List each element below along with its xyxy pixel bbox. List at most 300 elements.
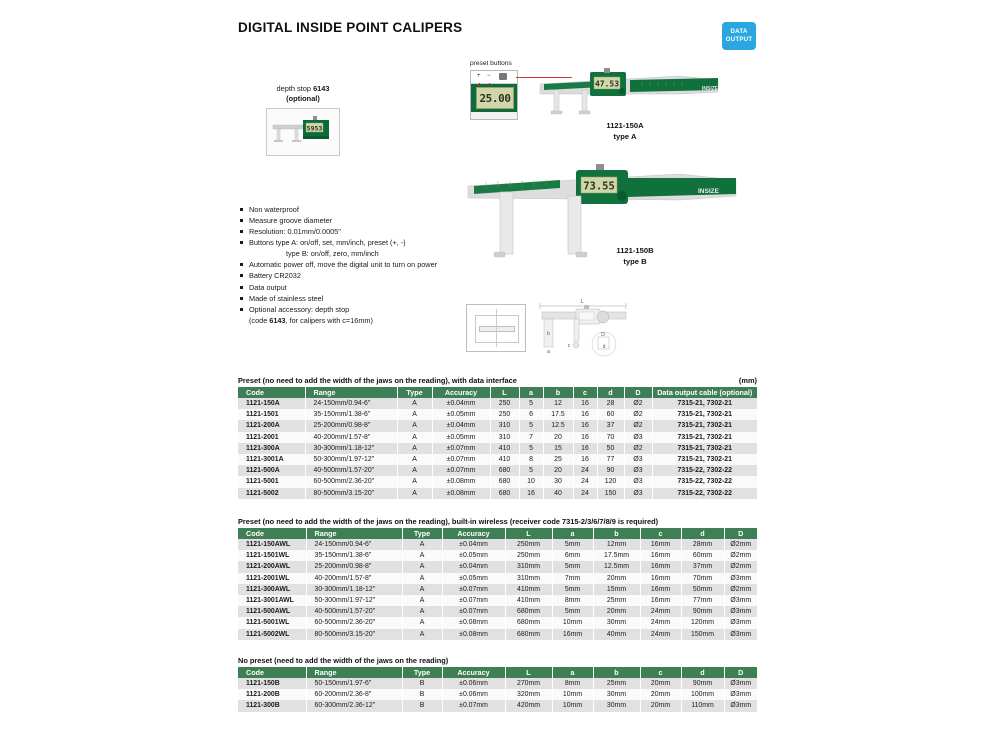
cell-value: 90 — [597, 465, 624, 476]
column-header: Range — [305, 387, 397, 398]
cell-range: 35-150mm/1.38-6" — [306, 550, 402, 561]
cell-value: 5 — [519, 465, 543, 476]
cell-value: 16mm — [640, 584, 681, 595]
cell-range: 60-200mm/2.36-8" — [306, 689, 402, 700]
cell-value: Ø2 — [624, 398, 652, 409]
cell-value: 5mm — [552, 561, 593, 572]
table-row — [238, 595, 757, 606]
preset-panel-footer — [471, 112, 517, 119]
cell-value: 680 — [490, 476, 519, 487]
cell-value: Ø2mm — [724, 539, 757, 550]
table-row — [238, 689, 757, 700]
preset-buttons-label: preset buttons — [470, 60, 512, 67]
cell-value: 8 — [519, 454, 543, 465]
column-header: D — [624, 387, 652, 398]
feature-item: Optional accessory: depth stop — [240, 304, 540, 315]
technical-dimension-drawing — [462, 294, 632, 368]
cell-value: 15mm — [593, 584, 640, 595]
table-row — [238, 550, 757, 561]
table-row — [238, 409, 757, 420]
cell-value: 28mm — [681, 539, 724, 550]
cell-value: 310mm — [505, 561, 552, 572]
cell-value: Ø3mm — [724, 700, 757, 711]
preset-bolt-icon — [499, 73, 507, 80]
cell-value: ±0.05mm — [442, 573, 505, 584]
cell-value: 25mm — [593, 678, 640, 689]
feature-item: Buttons type A: on/off, set, mm/inch, preset (+, -) — [240, 237, 540, 248]
cell-value: A — [397, 398, 432, 409]
cell-value: ±0.05mm — [432, 409, 490, 420]
cell-value: 24 — [573, 488, 597, 499]
cell-value: A — [397, 432, 432, 443]
cell-value: 12 — [543, 398, 573, 409]
cell-value: A — [402, 606, 442, 617]
cell-value: 10 — [519, 476, 543, 487]
column-header: a — [552, 528, 593, 539]
table-caption: Preset (no need to add the width of the jaws on the reading), built-in wireless (receiver code 7315-2/3/6/7/8/9 is required) — [238, 517, 659, 526]
cell-value: 250mm — [505, 539, 552, 550]
caliper-dimension-schematic — [538, 298, 632, 364]
cell-value: Ø3 — [624, 465, 652, 476]
column-header: Accuracy — [442, 667, 505, 678]
column-header: Type — [402, 528, 442, 539]
column-header: L — [505, 528, 552, 539]
cell-value: 8mm — [552, 595, 593, 606]
column-header: b — [543, 387, 573, 398]
figure-b-caption — [580, 245, 690, 267]
cell-value: Ø3 — [624, 432, 652, 443]
table-block-no-preset — [238, 656, 757, 712]
column-header: Code — [238, 387, 305, 398]
feature-item: Data output — [240, 282, 540, 293]
center-line — [496, 309, 497, 347]
column-header: Accuracy — [442, 528, 505, 539]
cell-value: A — [397, 465, 432, 476]
table-row — [238, 432, 757, 443]
cell-value: ±0.08mm — [432, 476, 490, 487]
feature-item: Resolution: 0.01mm/0.0005" — [240, 226, 540, 237]
cell-value: ±0.07mm — [442, 606, 505, 617]
cell-value: 16 — [519, 488, 543, 499]
svg-text:INSIZE: INSIZE — [702, 86, 719, 92]
cell-value: 37 — [597, 420, 624, 431]
depth-stop-caption — [240, 84, 366, 104]
cell-code: 1121-5002 — [238, 488, 305, 499]
cell-value: 16 — [573, 420, 597, 431]
cell-code: 1121-300AWL — [238, 584, 306, 595]
spec-table — [238, 387, 757, 499]
cell-range: 50-300mm/1.97-12" — [306, 595, 402, 606]
cell-range: 35-150mm/1.38-6" — [305, 409, 397, 420]
cell-value: ±0.08mm — [442, 629, 505, 640]
cell-range: 24-150mm/0.94-6" — [305, 398, 397, 409]
spec-table — [238, 528, 757, 640]
cell-value: 120 — [597, 476, 624, 487]
cell-value: A — [397, 488, 432, 499]
cell-value: ±0.05mm — [442, 550, 505, 561]
column-header: Code — [238, 667, 306, 678]
table-row — [238, 617, 757, 628]
cell-value: ±0.07mm — [432, 465, 490, 476]
cell-code: 1121-200A — [238, 420, 305, 431]
table-block-preset-wireless — [238, 517, 757, 640]
figure-a-caption — [570, 120, 680, 142]
svg-text:a: a — [547, 349, 550, 355]
cell-value: 30mm — [593, 689, 640, 700]
cell-code: 1121-2001 — [238, 432, 305, 443]
cell-value: A — [397, 409, 432, 420]
cell-code: 1121-500AWL — [238, 606, 306, 617]
cell-value: A — [402, 629, 442, 640]
cell-value: 24mm — [640, 617, 681, 628]
cell-value: ±0.08mm — [442, 617, 505, 628]
cell-value: Ø2mm — [724, 584, 757, 595]
table-caption: Preset (no need to add the width of the jaws on the reading), with data interface (mm) — [238, 376, 757, 385]
cell-value: ±0.04mm — [442, 539, 505, 550]
cell-value: 410mm — [505, 584, 552, 595]
cell-cable: 7315-22, 7302-22 — [652, 465, 757, 476]
cell-value: 30 — [543, 476, 573, 487]
cell-code: 1121-5001 — [238, 476, 305, 487]
feature-item: Non waterproof — [240, 204, 540, 215]
cell-value: 5mm — [552, 606, 593, 617]
svg-text:INSIZE: INSIZE — [698, 188, 719, 195]
cell-value: 410 — [490, 454, 519, 465]
cell-value: B — [402, 689, 442, 700]
cell-cable: 7315-22, 7302-22 — [652, 488, 757, 499]
cell-value: 250 — [490, 409, 519, 420]
cell-value: 7mm — [552, 573, 593, 584]
cell-value: 25mm — [593, 595, 640, 606]
figure-a-type-label: type A — [613, 132, 637, 141]
table-unit-label: (mm) — [738, 376, 757, 385]
cell-value: 24mm — [640, 629, 681, 640]
cell-value: ±0.06mm — [442, 689, 505, 700]
cell-value: A — [402, 617, 442, 628]
page-title: DIGITAL INSIDE POINT CALIPERS — [238, 20, 463, 35]
cell-range: 50-150mm/1.97-6" — [306, 678, 402, 689]
cell-value: 16 — [573, 398, 597, 409]
feature-item: type B: on/off, zero, mm/inch — [286, 249, 379, 259]
cell-value: 16mm — [552, 629, 593, 640]
cell-value: 20mm — [640, 700, 681, 711]
cell-value: 250 — [490, 398, 519, 409]
cell-value: 110mm — [681, 700, 724, 711]
cell-value: 12.5mm — [593, 561, 640, 572]
cell-code: 1121-300B — [238, 700, 306, 711]
table-row — [238, 561, 757, 572]
cell-value: 6mm — [552, 550, 593, 561]
groove-slot — [479, 326, 515, 332]
cell-range: 60-500mm/2.36-20" — [305, 476, 397, 487]
table-row — [238, 573, 757, 584]
table-caption: No preset (need to add the width of the jaws on the reading) — [238, 656, 449, 665]
cell-value: 680mm — [505, 617, 552, 628]
cell-value: 310mm — [505, 573, 552, 584]
column-header: L — [490, 387, 519, 398]
column-header: D — [724, 667, 757, 678]
cell-value: 20mm — [640, 689, 681, 700]
column-header: d — [681, 528, 724, 539]
cell-value: 24 — [573, 465, 597, 476]
cell-cable: 7315-21, 7302-21 — [652, 432, 757, 443]
badge-line-1: DATA — [730, 28, 748, 36]
cell-value: 60mm — [681, 550, 724, 561]
cell-value: 20mm — [593, 573, 640, 584]
cell-value: ±0.07mm — [442, 700, 505, 711]
cell-range: 25-200mm/0.98-8" — [306, 561, 402, 572]
cell-value: B — [402, 700, 442, 711]
svg-text:D: D — [601, 332, 605, 338]
svg-text:5953: 5953 — [306, 124, 323, 133]
cell-value: Ø2 — [624, 420, 652, 431]
cell-value: 270mm — [505, 678, 552, 689]
column-header: Code — [238, 528, 306, 539]
cell-value: Ø3mm — [724, 689, 757, 700]
cell-value: 17.5 — [543, 409, 573, 420]
cell-value: A — [402, 595, 442, 606]
svg-text:L: L — [580, 299, 584, 305]
feature-item: (code 6143, for calipers with c=16mm) — [249, 315, 373, 325]
depth-stop-image-frame — [266, 108, 340, 156]
cell-value: 20mm — [640, 678, 681, 689]
svg-text:73.55: 73.55 — [583, 180, 615, 193]
cell-value: Ø3mm — [724, 678, 757, 689]
cell-value: 680 — [490, 465, 519, 476]
cell-code: 1121-200B — [238, 689, 306, 700]
column-header: c — [573, 387, 597, 398]
cell-value: Ø3mm — [724, 629, 757, 640]
svg-text:b: b — [547, 331, 550, 337]
cell-value: 77 — [597, 454, 624, 465]
cell-range: 40-200mm/1.57-8" — [306, 573, 402, 584]
cell-code: 1121-200AWL — [238, 561, 306, 572]
column-header: Accuracy — [432, 387, 490, 398]
cell-code: 1121-3001A — [238, 454, 305, 465]
cell-value: A — [397, 420, 432, 431]
depth-stop-caption-text: depth stop — [276, 84, 314, 93]
cell-value: 410mm — [505, 595, 552, 606]
cell-value: A — [402, 539, 442, 550]
cell-range: 80-500mm/3.15-20" — [306, 629, 402, 640]
cell-value: A — [402, 584, 442, 595]
column-header: Range — [306, 528, 402, 539]
cell-value: 10mm — [552, 617, 593, 628]
table-header-row — [238, 528, 757, 539]
cell-range: 40-500mm/1.57-20" — [306, 606, 402, 617]
cell-value: 90mm — [681, 678, 724, 689]
cell-code: 1121-5002WL — [238, 629, 306, 640]
column-header: Type — [397, 387, 432, 398]
badge-line-2: OUTPUT — [725, 36, 753, 43]
cell-range: 24-150mm/0.94-6" — [306, 539, 402, 550]
column-header: d — [681, 667, 724, 678]
cell-value: Ø2 — [624, 409, 652, 420]
cell-range: 25-200mm/0.98-8" — [305, 420, 397, 431]
cell-value: 320mm — [505, 689, 552, 700]
cell-value: 40mm — [593, 629, 640, 640]
cell-value: 5 — [519, 398, 543, 409]
cell-value: 5mm — [552, 539, 593, 550]
table-row — [238, 584, 757, 595]
table-row — [238, 454, 757, 465]
column-header: Type — [402, 667, 442, 678]
data-output-badge — [722, 22, 756, 50]
cell-cable: 7315-22, 7302-22 — [652, 476, 757, 487]
table-row — [238, 476, 757, 487]
table-row — [238, 539, 757, 550]
cell-code: 1121-500A — [238, 465, 305, 476]
cell-code: 1121-3001AWL — [238, 595, 306, 606]
caliper-type-a-illustration — [530, 66, 720, 128]
cell-code: 1121-300A — [238, 443, 305, 454]
column-header: Range — [306, 667, 402, 678]
svg-text:c: c — [567, 343, 571, 349]
cell-value: ±0.04mm — [432, 420, 490, 431]
cell-value: 20 — [543, 432, 573, 443]
cell-value: 70mm — [681, 573, 724, 584]
table-row — [238, 678, 757, 689]
cell-value: 10mm — [552, 700, 593, 711]
cell-value: ±0.04mm — [442, 561, 505, 572]
depth-stop-figure — [240, 84, 366, 156]
cell-range: 60-300mm/2.36-12" — [306, 700, 402, 711]
cell-value: 250mm — [505, 550, 552, 561]
cell-value: Ø3mm — [724, 595, 757, 606]
cell-value: 24mm — [640, 606, 681, 617]
cell-code: 1121-1501 — [238, 409, 305, 420]
cell-cable: 7315-21, 7302-21 — [652, 454, 757, 465]
cell-value: 150mm — [681, 629, 724, 640]
table-header-row — [238, 667, 757, 678]
cell-value: 5mm — [552, 584, 593, 595]
cell-value: ±0.07mm — [432, 454, 490, 465]
cell-value: 310 — [490, 420, 519, 431]
cell-code: 1121-1501WL — [238, 550, 306, 561]
column-header: b — [593, 667, 640, 678]
cell-value: 16 — [573, 443, 597, 454]
cell-value: 30mm — [593, 617, 640, 628]
cell-code: 1121-5001WL — [238, 617, 306, 628]
figure-b-type-label: type B — [623, 257, 647, 266]
column-header: Data output cable (optional) — [652, 387, 757, 398]
table-row — [238, 465, 757, 476]
preset-minus-icon: − — [487, 73, 491, 79]
cell-value: 17.5mm — [593, 550, 640, 561]
cell-value: 77mm — [681, 595, 724, 606]
cell-code: 1121-150AWL — [238, 539, 306, 550]
cell-value: 100mm — [681, 689, 724, 700]
cell-value: 420mm — [505, 700, 552, 711]
cell-value: ±0.08mm — [432, 488, 490, 499]
groove-cross-section-view — [466, 304, 526, 352]
preset-buttons-closeup — [470, 70, 518, 120]
cell-value: Ø3mm — [724, 617, 757, 628]
column-header: c — [640, 667, 681, 678]
cell-value: 16mm — [640, 573, 681, 584]
depth-stop-caliper-illustration — [267, 109, 339, 155]
column-header: c — [640, 528, 681, 539]
cell-value: 50mm — [681, 584, 724, 595]
cell-value: 16 — [573, 454, 597, 465]
cell-value: A — [397, 476, 432, 487]
table-row — [238, 443, 757, 454]
cell-value: 16 — [573, 409, 597, 420]
svg-text:47.53: 47.53 — [594, 79, 620, 89]
table-row — [238, 700, 757, 711]
cell-range: 30-300mm/1.18-12" — [306, 584, 402, 595]
cell-value: A — [397, 454, 432, 465]
cell-value: ±0.06mm — [442, 678, 505, 689]
cell-value: A — [402, 573, 442, 584]
cell-value: A — [402, 561, 442, 572]
table-header-row — [238, 387, 757, 398]
cell-value: 16 — [573, 432, 597, 443]
cell-range: 50-300mm/1.97-12" — [305, 454, 397, 465]
depth-stop-optional-label: (optional) — [286, 93, 320, 103]
table-block-preset-data-interface — [238, 376, 757, 499]
cell-value: Ø3mm — [724, 573, 757, 584]
cell-value: 28 — [597, 398, 624, 409]
cell-value: 24 — [573, 476, 597, 487]
cell-value: 20 — [543, 465, 573, 476]
column-header: d — [597, 387, 624, 398]
cell-value: ±0.07mm — [442, 584, 505, 595]
cell-value: Ø2mm — [724, 561, 757, 572]
cell-value: Ø3mm — [724, 606, 757, 617]
cell-value: 680 — [490, 488, 519, 499]
column-header: D — [724, 528, 757, 539]
cell-value: Ø2 — [624, 443, 652, 454]
cell-value: Ø2mm — [724, 550, 757, 561]
figure-b-model-code: 1121-150B — [616, 246, 654, 255]
cell-value: 12.5 — [543, 420, 573, 431]
cell-value: 30mm — [593, 700, 640, 711]
cell-value: B — [402, 678, 442, 689]
cell-value: 25 — [543, 454, 573, 465]
preset-lcd-display: 25.00 — [476, 87, 514, 109]
cell-value: Ø3 — [624, 488, 652, 499]
depth-stop-code: 6143 — [313, 84, 330, 93]
cell-value: 680mm — [505, 629, 552, 640]
spec-table — [238, 667, 757, 712]
cell-value: 15 — [543, 443, 573, 454]
cell-value: 5 — [519, 420, 543, 431]
cell-value: 150 — [597, 488, 624, 499]
cell-value: A — [402, 550, 442, 561]
cell-value: 70 — [597, 432, 624, 443]
cell-range: 60-500mm/2.36-20" — [306, 617, 402, 628]
cell-value: Ø3 — [624, 476, 652, 487]
cell-value: 12mm — [593, 539, 640, 550]
feature-item: Battery CR2032 — [240, 270, 540, 281]
cell-value: ±0.07mm — [432, 443, 490, 454]
cell-value: 120mm — [681, 617, 724, 628]
cell-value: 680mm — [505, 606, 552, 617]
cell-code: 1121-150A — [238, 398, 305, 409]
cell-value: Ø3 — [624, 454, 652, 465]
cell-code: 1121-2001WL — [238, 573, 306, 584]
cell-value: 20mm — [593, 606, 640, 617]
cell-value: A — [397, 443, 432, 454]
cell-range: 40-500mm/1.57-20" — [305, 465, 397, 476]
cell-value: 16mm — [640, 550, 681, 561]
cell-value: ±0.05mm — [432, 432, 490, 443]
cell-value: 7 — [519, 432, 543, 443]
cell-cable: 7315-21, 7302-21 — [652, 443, 757, 454]
cell-value: 40 — [543, 488, 573, 499]
column-header: a — [552, 667, 593, 678]
